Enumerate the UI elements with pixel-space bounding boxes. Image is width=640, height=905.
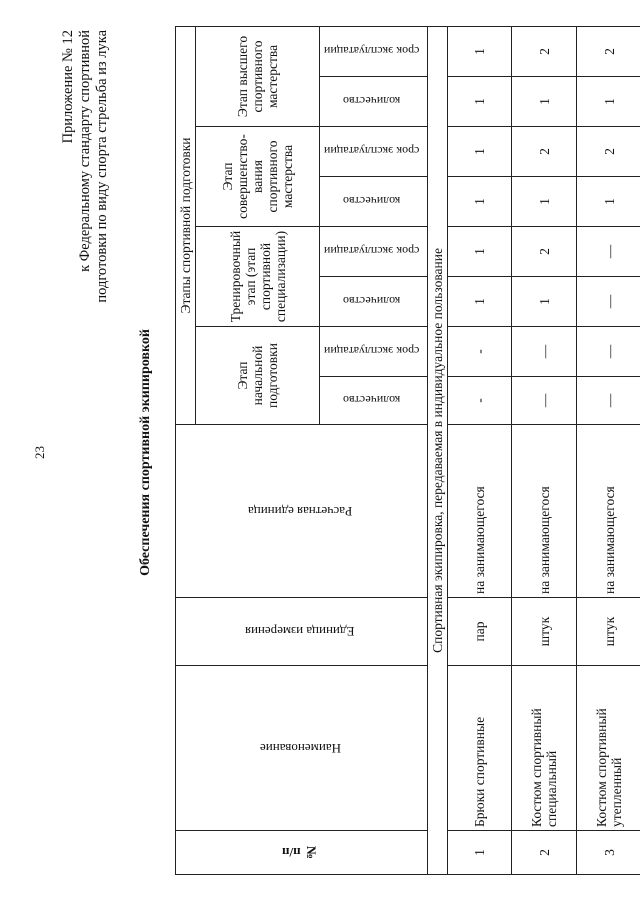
row-num: 3 [577, 831, 640, 875]
header-term [320, 327, 428, 377]
header-unit-text: Единица измерения [245, 624, 355, 640]
row-value: — [577, 227, 640, 277]
header-stage-2: Тренировочный этап (этап спортивной специализации) [196, 227, 320, 327]
row-value: 1 [512, 277, 577, 327]
appendix-note [60, 30, 111, 330]
row-value: 1 [448, 277, 512, 327]
table-row [577, 26, 640, 874]
header-num-text: № п/п [281, 845, 319, 861]
header-qty-text: количество [343, 194, 401, 209]
header-calc-unit [176, 425, 428, 598]
row-value: — [512, 377, 577, 425]
row-value: 2 [512, 227, 577, 277]
row-value: 1 [448, 77, 512, 127]
row-value: 1 [512, 177, 577, 227]
header-term [320, 26, 428, 76]
row-value: — [577, 327, 640, 377]
header-stage-3: Этап совершенство-вания спортивного мастерства [196, 127, 320, 227]
row-value: — [512, 327, 577, 377]
header-term [320, 227, 428, 277]
table-row [448, 26, 512, 874]
row-value: 1 [448, 177, 512, 227]
table-row [512, 26, 577, 874]
row-unit: пар [448, 598, 512, 666]
row-name: Костюм спортивный специальный [512, 666, 577, 831]
header-term-text: срок эксплуатации [324, 144, 420, 159]
header-qty [320, 77, 428, 127]
row-value: - [448, 327, 512, 377]
row-name: Костюм спортивный утепленный [577, 666, 640, 831]
row-value: 1 [577, 177, 640, 227]
row-value: 2 [577, 127, 640, 177]
row-num: 2 [512, 831, 577, 875]
row-calc-unit: на занимающегося [448, 425, 512, 598]
row-value: 1 [448, 26, 512, 76]
header-num [176, 831, 428, 875]
row-value: 1 [448, 227, 512, 277]
row-value: - [448, 377, 512, 425]
header-unit [176, 598, 428, 666]
row-value: 2 [512, 26, 577, 76]
row-value: 1 [448, 127, 512, 177]
header-stage-4: Этап высшего спортивного мастерства [196, 26, 320, 126]
page-number: 23 [32, 446, 47, 459]
header-name-text: Наименование [259, 741, 341, 756]
appendix-line-2: к Федеральному стандарту спортивной [77, 30, 93, 272]
header-name [176, 666, 428, 831]
row-value: 2 [577, 26, 640, 76]
header-qty-text: количество [343, 294, 401, 309]
appendix-line-1: Приложение № 12 [60, 30, 76, 144]
header-stages: Этапы спортивной подготовки [176, 26, 196, 424]
header-term-text: срок эксплуатации [324, 44, 420, 59]
row-value: — [577, 277, 640, 327]
row-calc-unit: на занимающегося [577, 425, 640, 598]
header-qty [320, 277, 428, 327]
row-calc-unit: на занимающегося [512, 425, 577, 598]
header-calc-unit-text: Расчетная единица [247, 504, 353, 519]
header-row-1 [176, 26, 196, 874]
section-title: Спортивная экипировка, передаваемая в индивидуальное пользование [428, 26, 448, 874]
equipment-table [175, 26, 640, 875]
header-term-text: срок эксплуатации [324, 244, 420, 259]
header-stage-1: Этап начальной подготовки [196, 327, 320, 425]
header-term [320, 127, 428, 177]
row-unit: штук [577, 598, 640, 666]
header-qty-text: количество [343, 393, 401, 408]
document-title: Обеспечения спортивной экипировкой [138, 329, 153, 576]
row-num: 1 [448, 831, 512, 875]
header-qty [320, 377, 428, 425]
appendix-line-3: подготовки по виду спорта стрельба из лука [94, 30, 110, 303]
row-value: — [577, 377, 640, 425]
header-qty-text: количество [343, 94, 401, 109]
section-row [428, 26, 448, 874]
header-term-text: срок эксплуатации [324, 344, 420, 359]
row-name: Брюки спортивные [448, 666, 512, 831]
header-qty [320, 177, 428, 227]
row-value: 1 [577, 77, 640, 127]
row-unit: штук [512, 598, 577, 666]
row-value: 1 [512, 77, 577, 127]
row-value: 2 [512, 127, 577, 177]
